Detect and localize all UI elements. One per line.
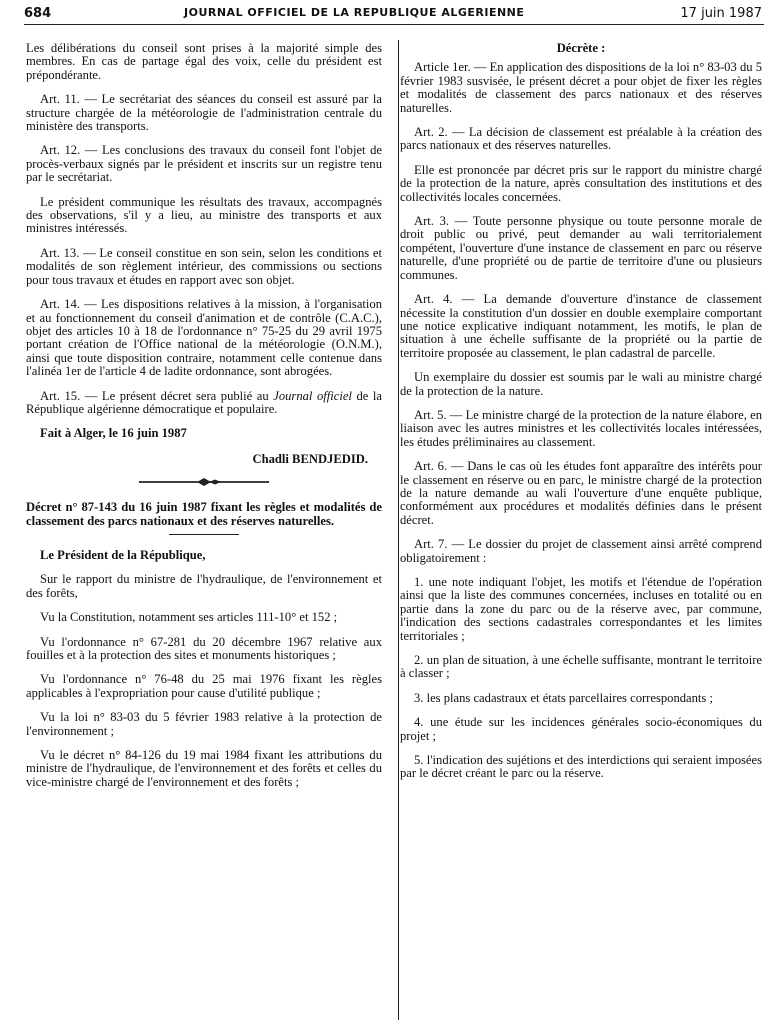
article-5: Art. 5. — Le ministre chargé de la protection de la nature élabore, en liaison avec les autres ministres et les collectivités locales intéressées, les études préliminaires au classement. — [400, 407, 762, 449]
article-7: Art. 7. — Le dossier du projet de classement ainsi arrêté comprend obligatoirement : — [400, 537, 762, 565]
section-ornament — [139, 477, 269, 487]
right-column — [400, 42, 762, 792]
article-4: Art. 4. — La demande d'ouverture d'instance de classement nécessite la constitution d'un dossier en double exemplaire comportant une notice explicative indiquant notamment, les motifs, le plan de situation à une échelle suffisante de la propriété ou la partie de territoire proposée au classement, le plan cadastral de parcelle. — [400, 292, 762, 360]
page-number: 684 — [24, 6, 52, 21]
column-divider — [398, 40, 399, 1020]
list-item: 2. un plan de situation, à une échelle suffisante, montrant le territoire à classer ; — [400, 653, 762, 681]
article-6: Art. 6. — Dans le cas où les études font apparaître des intérêts pour le classement en réserve ou en parc, le ministre chargé de la protection de la nature demande au wali l'ouverture d'une enquête publique, conformément aux procédures et modalités définies dans le présent décret. — [400, 459, 762, 527]
article-15-text-a: Art. 15. — Le présent décret sera publié au — [40, 388, 274, 403]
article-2: Art. 2. — La décision de classement est préalable à la création des parcs nationaux et des réserves naturelles. — [400, 125, 762, 153]
visa: Vu l'ordonnance n° 67-281 du 20 décembre 1967 relative aux fouilles et à la protection des sites et monuments historiques ; — [26, 634, 382, 662]
article-3: Art. 3. — Toute personne physique ou toute personne morale de droit public ou privé, peut demander au wali territorialement compétent, l'ouverture d'une instance de classement en parc ou réserve naturelle, d'une propriété ou de partie de territoire d'une ou plusieurs communes. — [400, 214, 762, 282]
list-item: 5. l'indication des sujétions et des interdictions qui seraient imposées par le décret créant le parc ou la réserve. — [400, 753, 762, 781]
title-rule — [169, 534, 239, 535]
article-15-text-c: de la République algérienne démocratique et populaire. — [26, 388, 383, 416]
paragraph: Les délibérations du conseil sont prises à la majorité simple des membres. En cas de partage égal des voix, celle du président est prépondérante. — [26, 41, 382, 82]
article-15 — [26, 390, 382, 417]
article-1: Article 1er. — En application des dispositions de la loi n° 83-03 du 5 février 1983 susvisée, le présent décret a pour objet de fixer les règles et modalités de classement des parcs nationaux et des réserves naturelles. — [400, 60, 762, 115]
article-14: Art. 14. — Les dispositions relatives à la mission, à l'organisation et au fonctionnement du conseil d'animation et de contrôle (C.A.C.), objet des articles 10 à 18 de l'ordonnance n° 75-25 du 29 avril 1975 portant création de l'Office national de la météorologie (O.N.M.), ainsi que toute disposition contraire, notamment celle contenue dans l'alinéa 1er de l'article 4 de ladite ordonnance, sont abrogées. — [26, 297, 382, 379]
journal-title: JOURNAL OFFICIEL DE LA REPUBLIQUE ALGERIENNE — [184, 6, 525, 19]
list-item: 4. une étude sur les incidences générales socio-économiques du projet ; — [400, 715, 762, 743]
left-column — [26, 42, 382, 800]
issue-date: 17 juin 1987 — [680, 6, 762, 21]
signature: Chadli BENDJEDID. — [252, 451, 368, 466]
paragraph: Elle est prononcée par décret pris sur le rapport du ministre chargé de la protection de la nature, après consultation des institutions et des collectivités locales concernées. — [400, 162, 762, 204]
article-13: Art. 13. — Le conseil constitue en son sein, selon les conditions et modalités de son règlement intérieur, des commissions ou sections pour tous travaux et études en rapport avec son objet. — [26, 245, 382, 287]
paragraph: Un exemplaire du dossier est soumis par le wali au ministre chargé de la protection de la nature. — [400, 370, 762, 398]
journal-officiel-italic: Journal officiel — [273, 388, 352, 403]
article-11: Art. 11. — Le secrétariat des séances du conseil est assuré par la structure chargée de la météorologie de l'administration centrale du ministère des transports. — [26, 92, 382, 134]
visa: Vu l'ordonnance n° 76-48 du 25 mai 1976 fixant les règles applicables à l'expropriation pour cause d'utilité publique ; — [26, 672, 382, 700]
list-item: 3. les plans cadastraux et états parcellaires correspondants ; — [414, 690, 713, 705]
visa: Vu la loi n° 83-03 du 5 février 1983 relative à la protection de l'environnement ; — [26, 710, 382, 738]
list-item: 1. une note indiquant l'objet, les motifs et l'étendue de l'opération ainsi que la liste des communes concernées, incluses en totalité ou en partie dans la zone du parc ou de la réserve avec, par commune, l'indication des sections cadastrales correspondantes et les limites territoriales ; — [400, 575, 762, 643]
page-header — [24, 0, 764, 25]
visa: Sur le rapport du ministre de l'hydraulique, de l'environnement et des forêts, — [26, 572, 382, 600]
visa: Le Président de la République, — [40, 547, 206, 562]
decrete-heading: Décrète : — [556, 41, 606, 55]
visa: Vu le décret n° 84-126 du 19 mai 1984 fixant les attributions du ministre de l'hydraulique, de l'environnement et des forêts et celles du vice-ministre chargé de l'environnement et des forêts ; — [26, 748, 382, 789]
visa: Vu la Constitution, notamment ses articles 111-10° et 152 ; — [40, 610, 338, 625]
paragraph: Le président communique les résultats des travaux, accompagnés des observations, s'il y a lieu, au ministre des transports et aux ministres intéressés. — [26, 194, 382, 236]
article-12: Art. 12. — Les conclusions des travaux du conseil font l'objet de procès-verbaux signés par le président et inscrits sur un registre tenu par le secrétariat. — [26, 143, 382, 185]
fait-a-alger: Fait à Alger, le 16 juin 1987 — [40, 426, 187, 441]
decree-title: Décret n° 87-143 du 16 juin 1987 fixant les règles et modalités de classement des parcs nationaux et des réserves naturelles. — [26, 500, 382, 528]
